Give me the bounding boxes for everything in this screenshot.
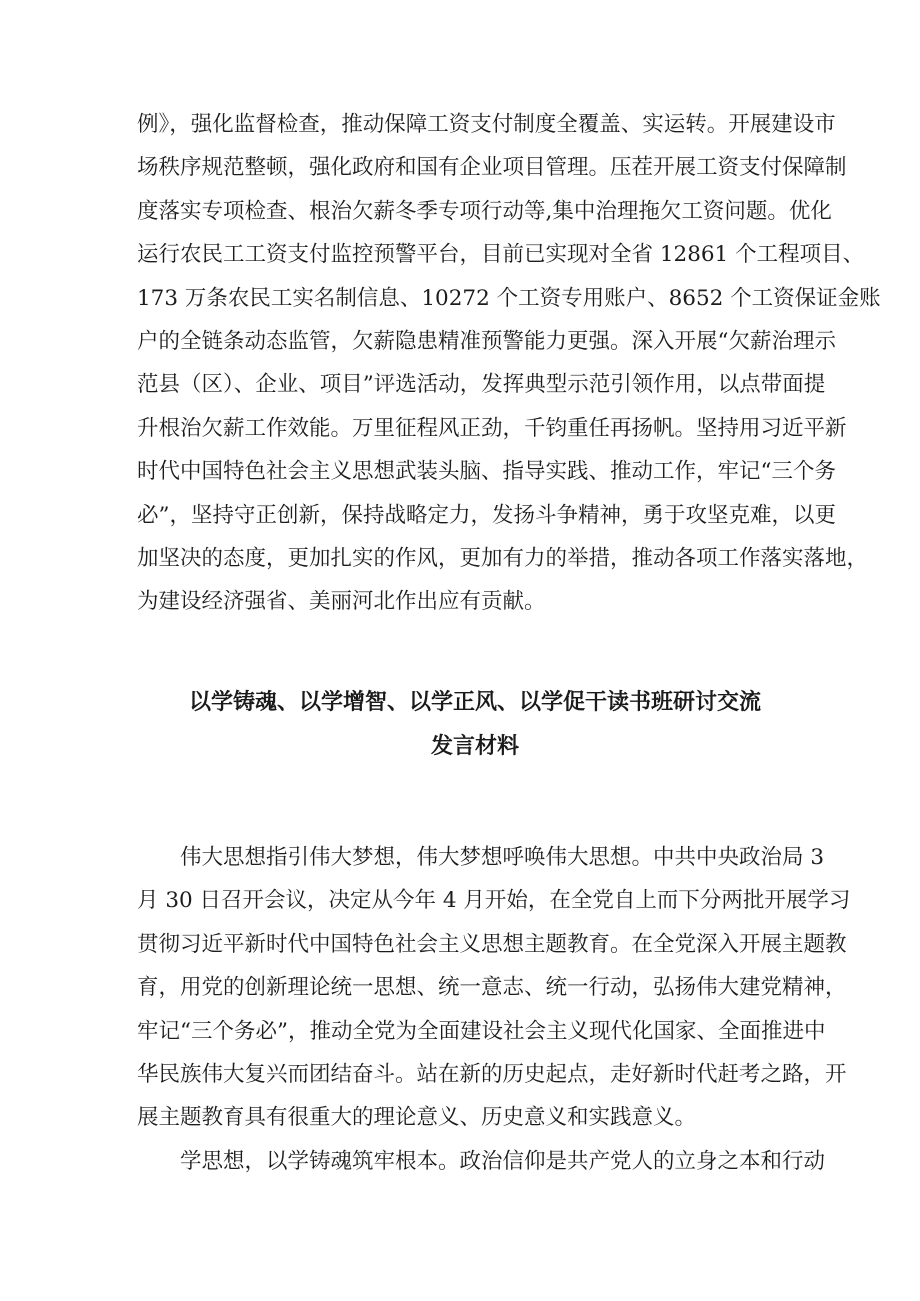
text-line: 场秩序规范整顿，强化政府和国有企业项目管理。压茬开展工资支付保障制 xyxy=(137,155,847,181)
paragraph-intro xyxy=(137,836,851,1140)
text-line: 为建设经济强省、美丽河北作出应有贡献。 xyxy=(137,589,546,615)
text-line: 月 30 日召开会议，决定从今年 4 月开始，在全党自上而下分两批开展学习 xyxy=(137,888,851,914)
text-line: 度落实专项检查、根治欠薪冬季专项行动等,集中治理拖欠工资问题。优化 xyxy=(137,198,832,224)
text-line: 华民族伟大复兴而团结奋斗。站在新的历史起点，走好新时代赶考之路，开 xyxy=(137,1061,847,1087)
text-line: 展主题教育具有很重大的理论意义、历史意义和实践意义。 xyxy=(137,1105,697,1131)
text-line: 运行农民工工资支付监控预警平台，目前已实现对全省 12861 个工程项目、 xyxy=(137,242,865,268)
text-line: 173 万条农民工实名制信息、10272 个工资专用账户、8652 个工资保证金账 xyxy=(137,285,881,311)
text-line: 户的全链条动态监管，欠薪隐患精准预警能力更强。深入开展“欠薪治理示 xyxy=(137,328,836,354)
text-line: 加坚决的态度，更加扎实的作风，更加有力的举措，推动各项工作落实落地， xyxy=(137,545,869,571)
text-line: 学思想，以学铸魂筑牢根本。政治信仰是共产党人的立身之本和行动 xyxy=(137,1149,826,1174)
text-line: 升根治欠薪工作效能。万里征程风正劲，千钧重任再扬帆。坚持用习近平新 xyxy=(137,415,847,441)
text-line: 伟大思想指引伟大梦想，伟大梦想呼唤伟大思想。中共中央政治局 3 xyxy=(137,845,825,870)
text-line: 贯彻习近平新时代中国特色社会主义思想主题教育。在全党深入开展主题教 xyxy=(137,931,847,957)
paragraph-wage-guarantee xyxy=(137,103,881,624)
paragraph-study-thought xyxy=(137,1140,826,1183)
text-line: 育，用党的创新理论统一思想、统一意志、统一行动，弘扬伟大建党精神， xyxy=(137,975,847,1001)
text-line: 范县（区）、企业、项目”评选活动，发挥典型示范引领作用，以点带面提 xyxy=(137,372,826,398)
text-line: 牢记“三个务必”，推动全党为全面建设社会主义现代化国家、全面推进中 xyxy=(137,1018,826,1044)
text-line: 例》，强化监督检查，推动保障工资支付制度全覆盖、实运转。开展建设市 xyxy=(137,112,836,137)
text-line: 必”，坚持守正创新，保持战略定力，发扬斗争精神，勇于攻坚克难，以更 xyxy=(137,502,836,528)
section-title-continued: 发言材料 xyxy=(430,734,519,759)
text-line: 时代中国特色社会主义思想武装头脑、指导实践、推动工作，牢记“三个务 xyxy=(137,459,836,485)
section-title: 以学铸魂、以学增智、以学正风、以学促干读书班研讨交流 xyxy=(188,690,761,715)
